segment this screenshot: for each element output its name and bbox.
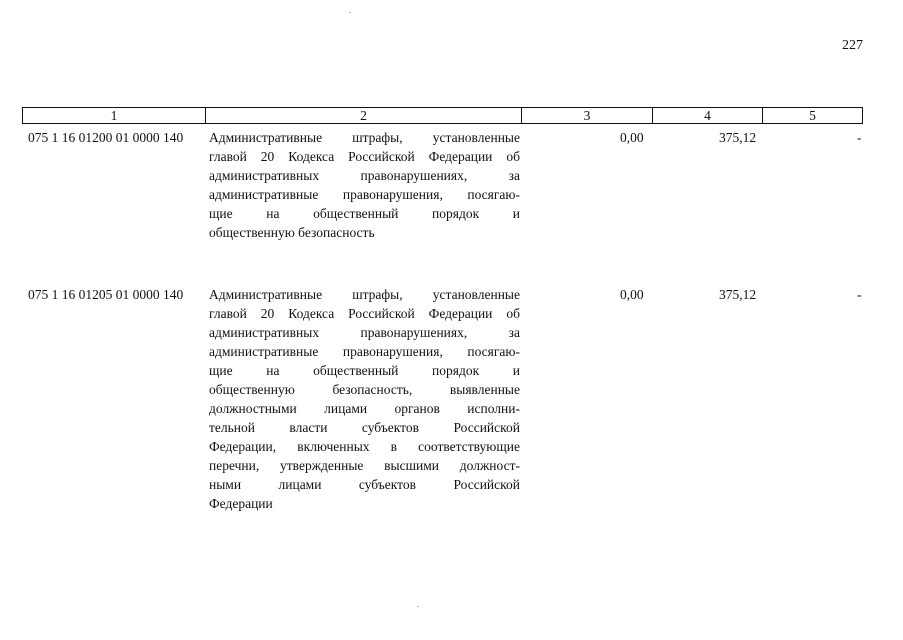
table-header-row — [22, 107, 863, 124]
description-line: административные правонарушения, посягаю- — [209, 344, 520, 359]
budget-classification-code: 075 1 16 01205 01 0000 140 — [28, 287, 184, 302]
description-line: тельной власти субъектов Российской — [209, 420, 520, 435]
row-description — [209, 285, 520, 513]
description-line: административные правонарушения, посягаю- — [209, 187, 520, 202]
description-line: ными лицами субъектов Российской — [209, 477, 520, 492]
header-col-5: 5 — [809, 108, 816, 123]
scan-speck — [417, 606, 419, 607]
description-line: Административные штрафы, установленные — [209, 130, 520, 145]
header-col-2: 2 — [206, 108, 522, 123]
value-col-4: 375,12 — [719, 130, 757, 145]
description-line: административных правонарушениях, за — [209, 168, 520, 183]
value-col-5: - — [857, 287, 862, 302]
description-line: должностными лицами органов исполни- — [209, 401, 520, 416]
description-line: общественную безопасность, выявленные — [209, 382, 520, 397]
header-col-3: 3 — [522, 108, 653, 123]
description-line: административных правонарушениях, за — [209, 325, 520, 340]
row-description — [209, 128, 520, 242]
header-col-1: 1 — [23, 108, 206, 123]
description-line: Федерации — [209, 496, 273, 511]
page-number: 227 — [842, 38, 863, 53]
value-col-3: 0,00 — [620, 130, 644, 145]
scan-speck — [349, 12, 351, 13]
description-line: общественную безопасность — [209, 225, 375, 240]
value-col-3: 0,00 — [620, 287, 644, 302]
budget-classification-code: 075 1 16 01200 01 0000 140 — [28, 130, 184, 145]
description-line: перечни, утвержденные высшими должност- — [209, 458, 520, 473]
description-line: щие на общественный порядок и — [209, 363, 520, 378]
value-col-4: 375,12 — [719, 287, 757, 302]
description-line: главой 20 Кодекса Российской Федерации об — [209, 149, 520, 164]
description-line: Административные штрафы, установленные — [209, 287, 520, 302]
description-line: щие на общественный порядок и — [209, 206, 520, 221]
header-col-4: 4 — [653, 108, 763, 123]
description-line: главой 20 Кодекса Российской Федерации об — [209, 306, 520, 321]
value-col-5: - — [857, 130, 862, 145]
description-line: Федерации, включенных в соответствующие — [209, 439, 520, 454]
